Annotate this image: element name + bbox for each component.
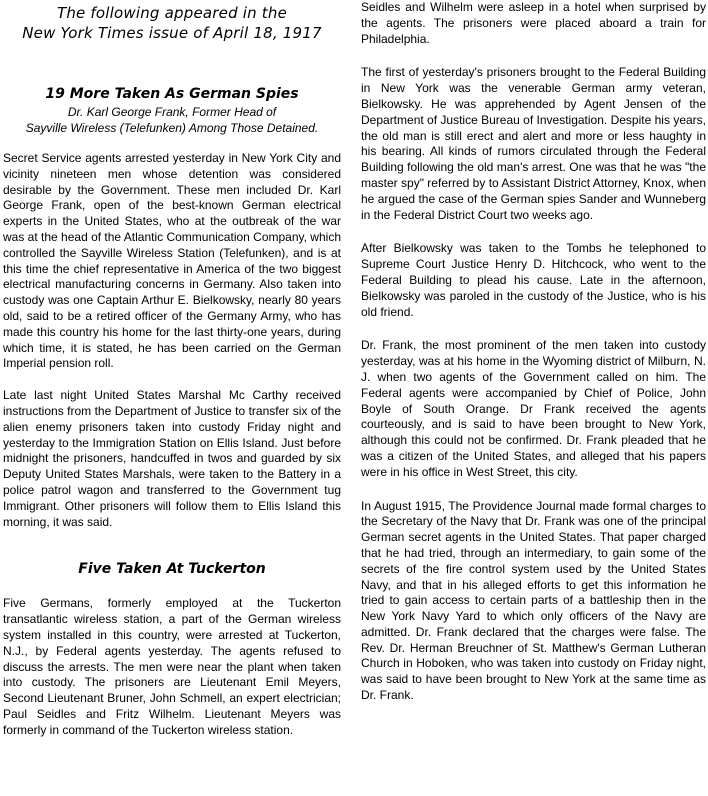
article-subtitle-2: Sayville Wireless (Telefunken) Among Those Detained. xyxy=(25,120,319,135)
paragraph: Secret Service agents arrested yesterday in New York City and vicinity nineteen men whose detention was considered desirable by the Government. These men included Dr. Karl George Frank, open of the best-known German electrical experts in the United States, who at the outbreak of the war was at the head of the Atlantic Communication Company, which controlled the Sayville Wireless Station (Telefunken), and is at this time the chief representative in America of the two biggest electrical manufacturing concerns in Germany. Also taken into custody was one Captain Arthur E. Bielkowsky, nearly 80 years old, said to be a retired officer of the Germany Army, who has made this country his home for the last thirty-one years, during which time, it is stated, he has been carried on the German Imperial pension roll. xyxy=(3,151,341,371)
left-column xyxy=(3,0,341,755)
paragraph: The first of yesterday's prisoners brought to the Federal Building in New York was the venerable German army veteran, Bielkowsky. He was apprehended by Agent Jensen of the Department of Justice Bureau of Investigation. Despite his years, the old man is still erect and alert and more or less haughty in his bearing. All kinds of rumors circulated through the Federal Building following the old man's arrest. One was that he was "the master spy" referred by to Assistant District Attorney, Knox, when he argued the case of the German spies Sander and Wunneberg in the Federal District Court two weeks ago. xyxy=(361,65,706,222)
article-title-tuckerton: Five Taken At Tuckerton xyxy=(78,561,266,578)
paragraph: Late last night United States Marshal Mc Carthy received instructions from the Department of Justice to transfer six of the alien enemy prisoners taken into custody Friday night and yesterday to the Immigration Station on Ellis Island. Just before midnight the prisoners, handcuffed in twos and guarded by six Deputy United States Marshals, were taken to the Battery in a police patrol wagon and transferred to the Government tug Immigrant. Other prisoners will follow them to Ellis Island this morning, it was said. xyxy=(3,388,341,529)
article-title-spies: 19 More Taken As German Spies xyxy=(45,86,299,102)
right-column xyxy=(361,0,706,720)
paragraph: After Bielkowsky was taken to the Tombs he telephoned to Supreme Court Justice Henry D. Hitchcock, who went to the Federal Building to plead his cause. Late in the afternoon, Bielkowsky was paroled in the custody of the Justice, who is his old friend. xyxy=(361,241,706,319)
paragraph: In August 1915, The Providence Journal made formal charges to the Secretary of the Navy that Dr. Frank was one of the principal German secret agents in the United States. That paper charged that he had tried, through an intermediary, to gain some of the secrets of the fire control system used by the United States Navy, and that in his alleged efforts to get this information he tried to gain access to certain parts of a battleship then in the New York Navy Yard to which only officers of the Navy are admitted. Dr. Frank declared that the charges were false. The Rev. Dr. Herman Breuchner of St. Matthew's German Lutheran Church in Hoboken, who was taken into custody on Friday night, was said to have been brought to New York at the same time as Dr. Frank. xyxy=(361,498,706,703)
article-subtitle-1: Dr. Karl George Frank, Former Head of xyxy=(67,105,277,119)
paragraph: Five Germans, formerly employed at the Tuckerton transatlantic wireless station, a part of the German wireless system installed in this country, were arrested at Tuckerton, N.J., by Federal agents yesterday. The agents refused to discuss the arrests. The men were near the plant when taken into custody. The prisoners are Lieutenant Emil Meyers, Second Lieutenant Bruner, John Schmell, an expert electrician; Paul Seidles and Fritz Wilhelm. Lieutenant Meyers was formerly in command of the Tuckerton wireless station. xyxy=(3,596,341,737)
header-line-1: The following appeared in the xyxy=(56,4,288,22)
header-line-2: New York Times issue of April 18, 1917 xyxy=(22,24,322,42)
paragraph: Seidles and Wilhelm were asleep in a hotel when surprised by the agents. The prisoners were placed aboard a train for Philadelphia. xyxy=(361,0,706,46)
document-header xyxy=(3,3,341,43)
paragraph: Dr. Frank, the most prominent of the men taken into custody yesterday, was at his home in the Wyoming district of Milburn, N. J. when two agents of the Government called on him. The Federal agents were accompanied by Chief of Police, John Boyle of South Orange. Dr Frank received the agents courteously, and is said to have been brought to New York, although this could not be confirmed. Dr. Frank pleaded that he was a citizen of the United States, and alleged that his papers were in his office in West Street, this city. xyxy=(361,338,706,479)
